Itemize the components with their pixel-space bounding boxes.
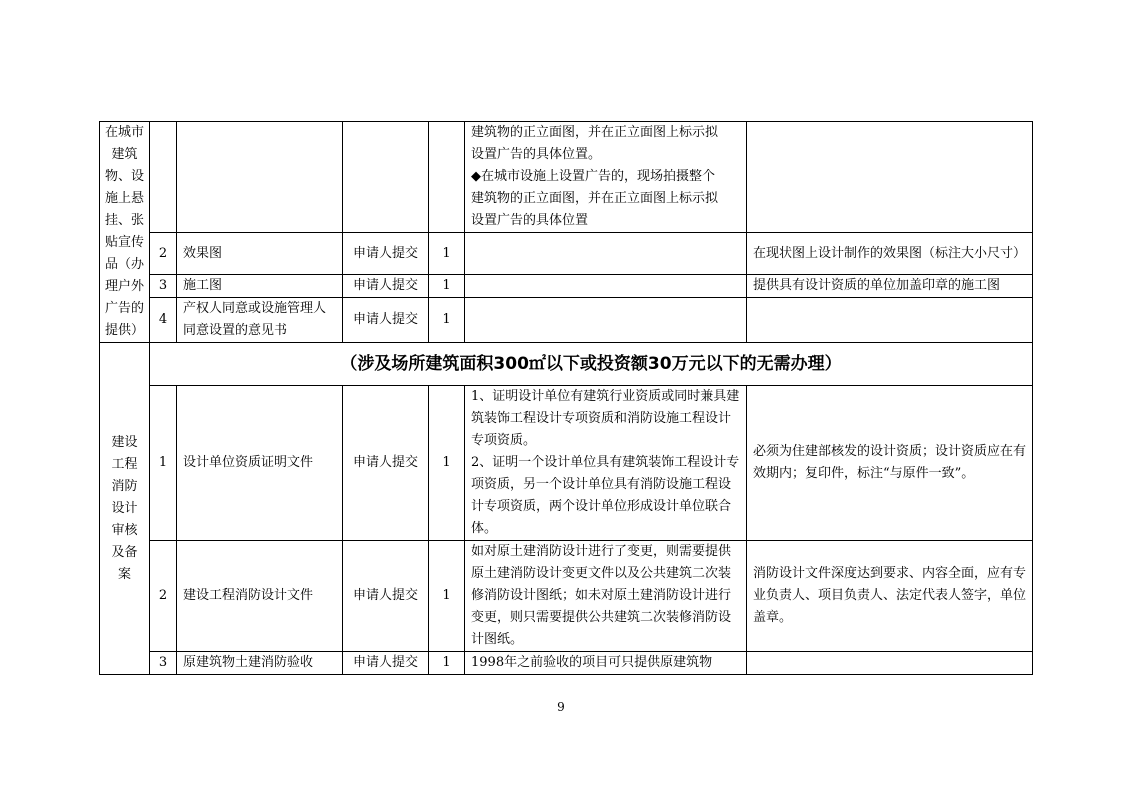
copies-cell: 1 xyxy=(429,233,465,275)
remark-cell xyxy=(747,122,1033,233)
num-cell: 3 xyxy=(150,275,177,298)
num-cell: 1 xyxy=(150,386,177,541)
remark-cell: 必须为住建部核发的设计资质；设计资质应在有效期内；复印件，标注“与原件一致”。 xyxy=(747,386,1033,541)
table-row xyxy=(100,233,1033,275)
table-row xyxy=(100,541,1033,652)
instruction-cell xyxy=(465,233,747,275)
remark-cell xyxy=(747,298,1033,343)
num-cell: 4 xyxy=(150,298,177,343)
source-cell: 申请人提交 xyxy=(343,298,429,343)
num-cell: 2 xyxy=(150,233,177,275)
source-cell xyxy=(343,122,429,233)
source-cell: 申请人提交 xyxy=(343,233,429,275)
name-cell: 建设工程消防设计文件 xyxy=(177,541,343,652)
section-label-fire-design: 建设 工程 消防 设计 审核 及备 案 xyxy=(100,343,150,675)
requirements-table xyxy=(99,121,1033,675)
remark-cell: 提供具有设计资质的单位加盖印章的施工图 xyxy=(747,275,1033,298)
name-cell: 设计单位资质证明文件 xyxy=(177,386,343,541)
page-number: 9 xyxy=(557,700,565,714)
table-row xyxy=(100,343,1033,386)
instruction-cell: 如对原土建消防设计进行了变更，则需要提供原土建消防设计变更文件以及公共建筑二次装修消防设计图纸；如未对原土建消防设计进行变更，则只需要提供公共建筑二次装修消防设计图纸。 xyxy=(465,541,747,652)
copies-cell: 1 xyxy=(429,298,465,343)
section-banner: （涉及场所建筑面积300㎡以下或投资额30万元以下的无需办理） xyxy=(150,343,1033,386)
instruction-cell: 1998年之前验收的项目可只提供原建筑物 xyxy=(465,652,747,675)
section-label-outdoor-ad: 在城市 建筑 物、设 施上悬 挂、张 贴宣传 品（办 理户外 广告的 提供） xyxy=(100,122,150,343)
copies-cell: 1 xyxy=(429,541,465,652)
remark-cell xyxy=(747,652,1033,675)
instruction-cell xyxy=(465,275,747,298)
source-cell: 申请人提交 xyxy=(343,275,429,298)
remark-cell: 在现状图上设计制作的效果图（标注大小尺寸） xyxy=(747,233,1033,275)
instruction-cell: 1、证明设计单位有建筑行业资质或同时兼具建筑装饰工程设计专项资质和消防设施工程设计专项资质。 2、证明一个设计单位具有建筑装饰工程设计专项资质，另一个设计单位具有消防设施工程设计专项资质，两个设计单位形成设计单位联合体。 xyxy=(465,386,747,541)
num-cell: 2 xyxy=(150,541,177,652)
name-cell: 原建筑物土建消防验收 xyxy=(177,652,343,675)
source-cell: 申请人提交 xyxy=(343,386,429,541)
name-cell xyxy=(177,122,343,233)
table-row xyxy=(100,386,1033,541)
copies-cell: 1 xyxy=(429,652,465,675)
remark-cell: 消防设计文件深度达到要求、内容全面，应有专业负责人、项目负责人、法定代表人签字，单位盖章。 xyxy=(747,541,1033,652)
copies-cell: 1 xyxy=(429,386,465,541)
name-cell: 效果图 xyxy=(177,233,343,275)
source-cell: 申请人提交 xyxy=(343,652,429,675)
copies-cell xyxy=(429,122,465,233)
table-row xyxy=(100,122,1033,233)
copies-cell: 1 xyxy=(429,275,465,298)
num-cell xyxy=(150,122,177,233)
instruction-cell: 建筑物的正立面图，并在正立面图上标示拟 设置广告的具体位置。 ◆在城市设施上设置广告的，现场拍摄整个 建筑物的正立面图，并在正立面图上标示拟 设置广告的具体位置 xyxy=(465,122,747,233)
num-cell: 3 xyxy=(150,652,177,675)
name-cell: 施工图 xyxy=(177,275,343,298)
instruction-cell xyxy=(465,298,747,343)
table-row xyxy=(100,275,1033,298)
name-cell: 产权人同意或设施管理人同意设置的意见书 xyxy=(177,298,343,343)
table-row xyxy=(100,298,1033,343)
source-cell: 申请人提交 xyxy=(343,541,429,652)
table-row xyxy=(100,652,1033,675)
